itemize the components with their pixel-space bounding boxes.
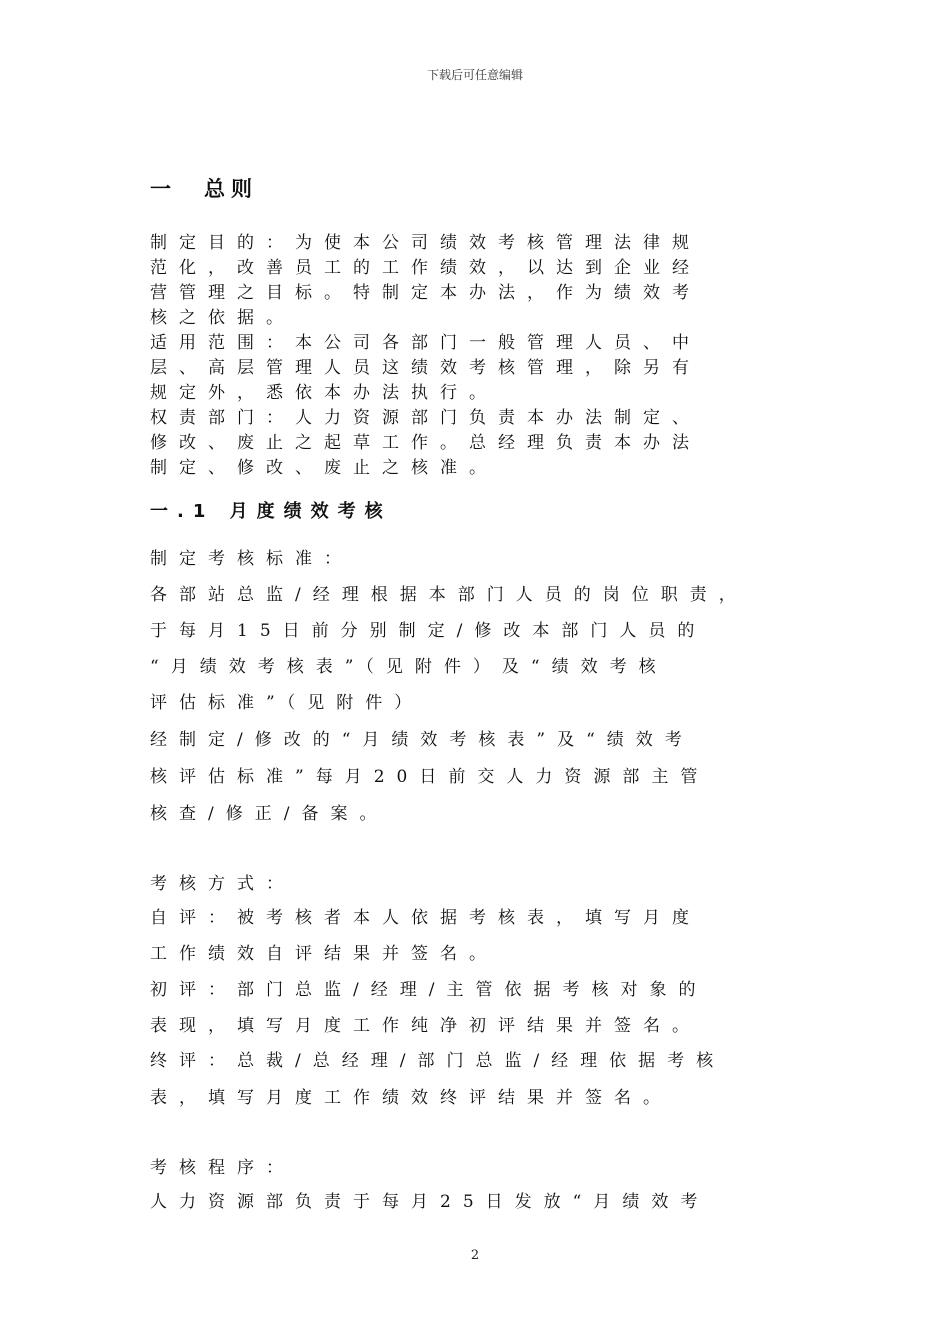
text-line: 制定、修改、废止之核准。 — [150, 458, 498, 478]
text-line: 各部站总监/经理根据本部门人员的岗位职责， — [150, 585, 748, 605]
text-line: 权责部门：人力资源部门负责本办法制定、 — [150, 408, 701, 428]
text-line: 表现，填写月度工作纯净初评结果并签名。 — [150, 1016, 701, 1036]
text-line: 初评：部门总监/经理/主管依据考核对象的 — [150, 980, 708, 1000]
text-line: 核之依据。 — [150, 308, 295, 328]
text-line: 适用范围：本公司各部门一般管理人员、中 — [150, 333, 701, 353]
text-line: 规定外，悉依本办法执行。 — [150, 383, 498, 403]
text-line: 核查/修正/备案。 — [150, 804, 389, 824]
text-line: 核评估标准”每月20日前交人力资源部主管 — [150, 767, 710, 787]
text-line: “月绩效考核表”（见附件）及“绩效考核 — [150, 657, 668, 677]
text-line: 范化，改善员工的工作绩效，以达到企业经 — [150, 258, 701, 278]
text-line: 修改、废止之起草工作。总经理负责本办法 — [150, 433, 701, 453]
text-line: 自评：被考核者本人依据考核表，填写月度 — [150, 908, 701, 928]
text-line: 营管理之目标。特制定本办法，作为绩效考 — [150, 283, 701, 303]
section-title-general: 一 总则 — [150, 177, 258, 201]
text-line: 考核程序： — [150, 1158, 295, 1178]
text-line: 考核方式： — [150, 874, 295, 894]
section-title-monthly: 一.1 月度绩效考核 — [150, 501, 392, 522]
text-line: 制定考核标准： — [150, 549, 353, 569]
text-line: 制定目的：为使本公司绩效考核管理法律规 — [150, 233, 701, 253]
text-line: 表，填写月度工作绩效终评结果并签名。 — [150, 1088, 672, 1108]
text-line: 经制定/修改的“月绩效考核表”及“绩效考 — [150, 730, 694, 750]
text-line: 终评：总裁/总经理/部门总监/经理依据考核 — [150, 1051, 726, 1071]
text-line: 层、高层管理人员这绩效考核管理，除另有 — [150, 358, 701, 378]
page-header: 下载后可任意编辑 — [426, 68, 523, 82]
page-number: 2 — [470, 1248, 480, 1263]
text-line: 人力资源部负责于每月25日发放“月绩效考 — [150, 1192, 710, 1212]
text-line: 于每月15日前分别制定/修改本部门人员的 — [150, 621, 707, 641]
text-line: 工作绩效自评结果并签名。 — [150, 944, 498, 964]
text-line: 评估标准”（见附件） — [150, 693, 424, 713]
